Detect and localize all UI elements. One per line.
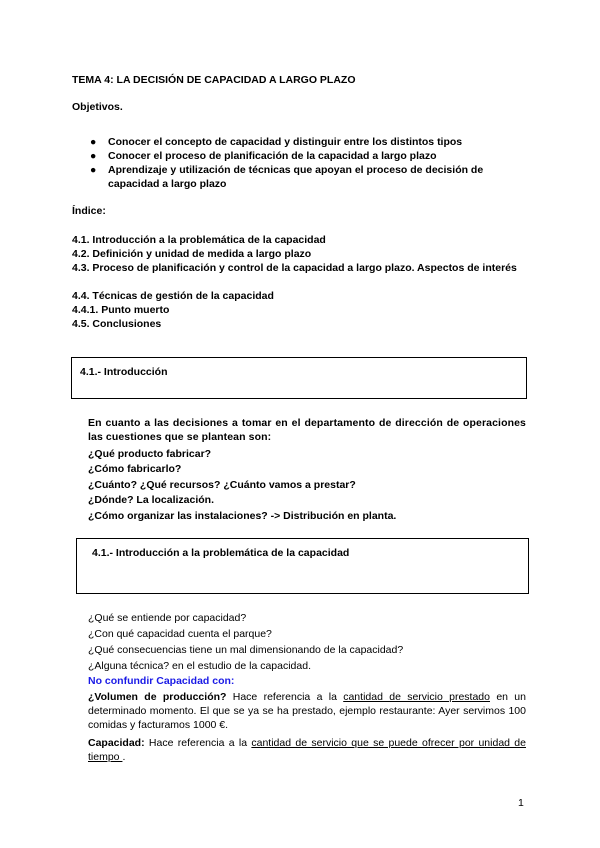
bullet-icon: ● [90,164,97,176]
section-box-problematica [76,538,529,594]
index-item: 4.1. Introducción a la problemática de la capacidad [72,234,326,246]
question-item: ¿Cómo fabricarlo? [88,463,182,475]
index-item: 4.4.1. Punto muerto [72,304,170,316]
section1-intro: En cuanto a las decisiones a tomar en el departamento de dirección de operaciones las cuestiones que se plantean son: [88,417,526,443]
question-item: ¿Cómo organizar las instalaciones? -> Distribución en planta. [88,510,397,522]
bullet-icon: ● [90,150,97,162]
index-item: 4.5. Conclusiones [72,318,162,330]
objectives-list [88,135,528,191]
question-item: ¿Con qué capacidad cuenta el parque? [88,628,272,640]
question-item: ¿Qué consecuencias tiene un mal dimensionando de la capacidad? [88,644,404,656]
no-confundir-heading: No confundir Capacidad con: [88,675,235,687]
index-item: 4.3. Proceso de planificación y control de la capacidad a largo plazo. Aspectos de interés [72,262,517,274]
question-item: ¿Cuánto? ¿Qué recursos? ¿Cuánto vamos a prestar? [88,479,356,491]
bullet-icon: ● [90,136,97,148]
question-item: ¿Alguna técnica? en el estudio de la capacidad. [88,660,311,672]
objective-item: ● Conocer el concepto de capacidad y distinguir entre los distintos tipos [90,136,463,148]
objective-item: ● Aprendizaje y utilización de técnicas que apoyan el proceso de decisión de capacidad a largo plazo [90,164,484,190]
index-item: 4.2. Definición y unidad de medida a largo plazo [72,248,312,260]
section-title: 4.1.- Introducción [80,366,168,378]
volumen-paragraph: ¿Volumen de producción? Hace referencia a la cantidad de servicio prestado en un determinado momento. El que se ya se ha prestado, ejemplo restaurante: Ayer servimos 100 comidas y facturamos 1000 €. [88,691,526,731]
section-title: 4.1.- Introducción a la problemática de la capacidad [92,547,350,559]
index-heading: Índice: [72,205,106,217]
capacidad-paragraph: Capacidad: Hace referencia a la cantidad de servicio que se puede ofrecer por unidad de tiempo . [88,737,526,763]
page-number: 1 [518,797,524,809]
question-item: ¿Qué producto fabricar? [88,448,212,460]
section-box-introduccion [71,357,527,399]
question-item: ¿Qué se entiende por capacidad? [88,612,247,624]
question-item: ¿Dónde? La localización. [88,494,215,506]
objective-item: ● Conocer el proceso de planificación de la capacidad a largo plazo [90,150,437,162]
index-item: 4.4. Técnicas de gestión de la capacidad [72,290,274,302]
objectives-heading: Objetivos. [72,101,123,113]
document-title: TEMA 4: LA DECISIÓN DE CAPACIDAD A LARGO PLAZO [72,74,356,86]
